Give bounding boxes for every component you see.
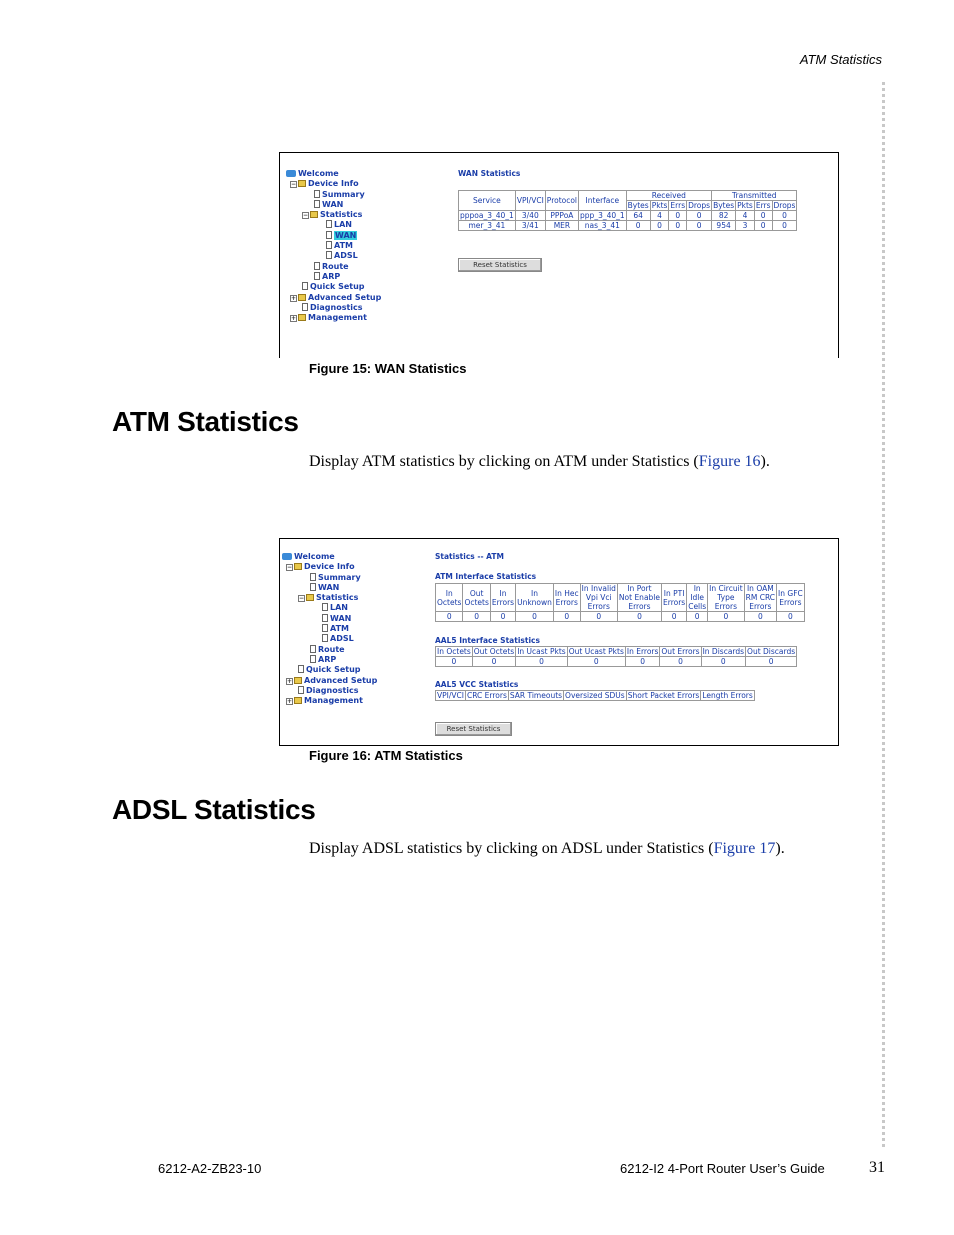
folder-icon — [298, 314, 306, 321]
cell-value: 0 — [553, 612, 580, 622]
cell-value: 0 — [701, 657, 745, 667]
page-icon — [298, 665, 304, 673]
tree-wan[interactable]: WAN — [282, 583, 377, 593]
column-header: In Errors — [490, 584, 515, 612]
tree-stats-adsl[interactable]: ADSL — [286, 251, 381, 261]
column-header: Length Errors — [702, 691, 753, 700]
tree-route[interactable]: Route — [282, 645, 377, 655]
page-icon — [310, 573, 316, 581]
folder-icon — [298, 180, 306, 187]
margin-rule — [882, 82, 885, 1147]
collapse-icon[interactable]: − — [299, 595, 305, 603]
column-header: In GFC Errors — [777, 584, 805, 612]
globe-icon — [282, 553, 292, 560]
expand-icon[interactable]: + — [291, 294, 297, 302]
tree-device-info[interactable]: − Device Info — [291, 179, 359, 189]
folder-icon — [294, 697, 302, 704]
collapse-icon[interactable]: − — [303, 212, 309, 220]
column-header: In PTI Errors — [662, 584, 687, 612]
cell-value: 0 — [746, 657, 797, 667]
page-icon — [322, 624, 328, 632]
page-icon — [310, 583, 316, 591]
page-number: 31 — [869, 1159, 885, 1176]
atm-statistics-paragraph: Display ATM statistics by clicking on ATM under Statistics (Figure 16). — [309, 453, 770, 470]
cell-value: 0 — [625, 657, 660, 667]
tree-statistics[interactable]: − Statistics — [303, 210, 363, 220]
cell-value: 0 — [708, 612, 745, 622]
tree-stats-adsl[interactable]: ADSL — [282, 634, 377, 644]
sub-header: Drops — [773, 201, 796, 210]
page-icon — [322, 634, 328, 642]
atm-interface-stats-table — [435, 583, 805, 622]
page-icon — [326, 241, 332, 249]
tree-diagnostics[interactable]: Diagnostics — [286, 303, 381, 313]
col-service: Service — [459, 191, 516, 211]
sub-header: Bytes — [627, 201, 649, 210]
cell-value: 0 — [436, 612, 463, 622]
cell-value: 0 — [472, 657, 515, 667]
column-header: In Octets — [437, 647, 471, 656]
cell-value: 0 — [687, 612, 708, 622]
tree-wan[interactable]: WAN — [286, 200, 381, 210]
collapse-icon[interactable]: − — [291, 181, 297, 189]
table-row — [436, 657, 797, 667]
column-header: Out Errors — [661, 647, 700, 656]
column-header: In Octets — [436, 584, 463, 612]
aal5-vcc-stats-title: AAL5 VCC Statistics — [435, 680, 519, 689]
column-header: VPI/VCI — [437, 691, 464, 700]
page-icon — [322, 614, 328, 622]
folder-icon — [294, 563, 302, 570]
cell-value: 0 — [662, 612, 687, 622]
column-header: In Errors — [626, 647, 659, 656]
tree-statistics[interactable]: − Statistics — [299, 593, 359, 603]
expand-icon[interactable]: + — [291, 315, 297, 323]
adsl-statistics-paragraph: Display ADSL statistics by clicking on ADSL under Statistics (Figure 17). — [309, 840, 785, 857]
tree-stats-wan[interactable]: WAN — [286, 231, 381, 241]
page-icon — [310, 645, 316, 653]
column-header: Out Octets — [473, 647, 515, 656]
aal5-vcc-stats-table — [435, 690, 755, 701]
page-icon — [326, 251, 332, 259]
page-icon — [322, 603, 328, 611]
cell-value: 0 — [516, 612, 554, 622]
table-row: pppoa_3_40_1 3/40 PPPoA ppp_3_40_1 64 4 0 0 82 4 0 0 — [459, 211, 797, 221]
column-header: Short Packet Errors — [627, 691, 700, 700]
globe-icon — [286, 170, 296, 177]
page-icon — [314, 200, 320, 208]
folder-icon — [310, 211, 318, 218]
cell-value: 0 — [617, 612, 661, 622]
column-header: Out Discards — [747, 647, 796, 656]
tree-stats-atm[interactable]: ATM — [286, 241, 381, 251]
tree-diagnostics[interactable]: Diagnostics — [282, 686, 377, 696]
page-icon — [326, 220, 332, 228]
sub-header: Errs — [755, 201, 771, 210]
aal5-interface-stats-table — [435, 646, 797, 667]
atm-interface-stats-title: ATM Interface Statistics — [435, 572, 537, 581]
column-header: In Circuit Type Errors — [709, 584, 743, 611]
tree-device-info[interactable]: − Device Info — [287, 562, 355, 572]
folder-icon — [306, 594, 314, 601]
tree-quick-setup[interactable]: Quick Setup — [286, 282, 381, 292]
col-protocol: Protocol — [545, 191, 578, 211]
wan-stats-title: WAN Statistics — [458, 169, 521, 178]
sub-header: Pkts — [737, 201, 753, 210]
expand-icon[interactable]: + — [287, 698, 293, 706]
page-icon — [310, 655, 316, 663]
cell-value: 0 — [567, 657, 625, 667]
tree-welcome[interactable]: Welcome — [286, 169, 381, 179]
figure-16-caption: Figure 16: ATM Statistics — [309, 748, 463, 763]
table-row — [436, 612, 805, 622]
tree-management[interactable]: + Management — [287, 696, 363, 706]
sub-header: Bytes — [713, 201, 735, 210]
nav-tree — [286, 169, 381, 323]
reset-statistics-button[interactable]: Reset Statistics — [458, 258, 542, 272]
page-icon — [314, 190, 320, 198]
cell-value: 0 — [490, 612, 515, 622]
tree-advanced-setup[interactable]: + Advanced Setup — [291, 292, 382, 302]
sub-header: Pkts — [651, 201, 668, 210]
atm-statistics-heading: ATM Statistics — [112, 406, 299, 437]
cell-value: 0 — [463, 612, 490, 622]
column-header: In Unknown — [516, 584, 554, 612]
column-header: In OAM RM CRC Errors — [745, 584, 776, 611]
column-header: CRC Errors — [466, 691, 507, 700]
tree-route[interactable]: Route — [286, 262, 381, 272]
tree-stats-lan[interactable]: LAN — [282, 603, 377, 613]
table-row: mer_3_41 3/41 MER nas_3_41 0 0 0 0 954 3 0 0 — [459, 221, 797, 231]
col-interface: Interface — [579, 191, 627, 211]
folder-icon — [298, 294, 306, 301]
tree-arp[interactable]: ARP — [286, 272, 381, 282]
cell-value: 0 — [744, 612, 776, 622]
tree-summary[interactable]: Summary — [286, 190, 381, 200]
column-header: Out Ucast Pkts — [568, 647, 624, 656]
tree-arp[interactable]: ARP — [282, 655, 377, 665]
page-icon — [326, 231, 332, 239]
cell-value: 0 — [777, 612, 805, 622]
reset-statistics-button[interactable]: Reset Statistics — [435, 722, 512, 736]
cell-value: 0 — [436, 657, 473, 667]
column-header: In Ucast Pkts — [517, 647, 566, 656]
column-header: In Port Not Enable Errors — [618, 584, 660, 611]
aal5-interface-stats-title: AAL5 Interface Statistics — [435, 636, 540, 645]
atm-statistics-screenshot — [279, 538, 839, 746]
page-icon — [314, 272, 320, 280]
column-header: In Idle Cells — [688, 584, 707, 611]
atm-stats-title: Statistics -- ATM — [435, 552, 504, 561]
sub-header: Drops — [688, 201, 711, 210]
tree-welcome[interactable]: Welcome — [282, 552, 377, 562]
wan-stats-table — [458, 190, 797, 231]
col-received: Received — [626, 191, 711, 201]
page-icon — [298, 686, 304, 694]
nav-tree — [282, 552, 377, 706]
footer-guide-title: 6212-I2 4-Port Router User’s Guide — [620, 1161, 825, 1176]
cell-value: 0 — [660, 657, 701, 667]
column-header: Out Octets — [463, 584, 490, 612]
folder-icon — [294, 677, 302, 684]
wan-statistics-screenshot — [279, 152, 839, 358]
tree-stats-atm[interactable]: ATM — [282, 624, 377, 634]
col-vpi-vci: VPI/VCI — [515, 191, 545, 211]
tree-quick-setup[interactable]: Quick Setup — [282, 665, 377, 675]
tree-stats-lan[interactable]: LAN — [286, 220, 381, 230]
tree-advanced-setup[interactable]: + Advanced Setup — [287, 675, 378, 685]
expand-icon[interactable]: + — [287, 677, 293, 685]
page-icon — [302, 303, 308, 311]
column-header: Oversized SDUs — [565, 691, 625, 700]
column-header: SAR Timeouts — [509, 691, 563, 700]
column-header: In Discards — [702, 647, 745, 656]
adsl-statistics-heading: ADSL Statistics — [112, 794, 316, 825]
col-transmitted: Transmitted — [712, 191, 797, 201]
footer-doc-number: 6212-A2-ZB23-10 — [158, 1161, 262, 1176]
tree-summary[interactable]: Summary — [282, 573, 377, 583]
running-header: ATM Statistics — [799, 52, 882, 67]
cell-value: 0 — [516, 657, 568, 667]
figure-17-link[interactable]: Figure 17 — [713, 840, 776, 857]
tree-stats-wan[interactable]: WAN — [282, 614, 377, 624]
page-icon — [314, 262, 320, 270]
collapse-icon[interactable]: − — [287, 564, 293, 572]
page-icon — [302, 282, 308, 290]
column-header: In Invalid Vpi Vci Errors — [581, 584, 616, 611]
sub-header: Errs — [670, 201, 686, 210]
figure-15-caption: Figure 15: WAN Statistics — [309, 361, 467, 376]
figure-16-link[interactable]: Figure 16 — [698, 453, 761, 470]
column-header: In Hec Errors — [553, 584, 580, 612]
cell-value: 0 — [580, 612, 617, 622]
tree-management[interactable]: + Management — [291, 313, 367, 323]
